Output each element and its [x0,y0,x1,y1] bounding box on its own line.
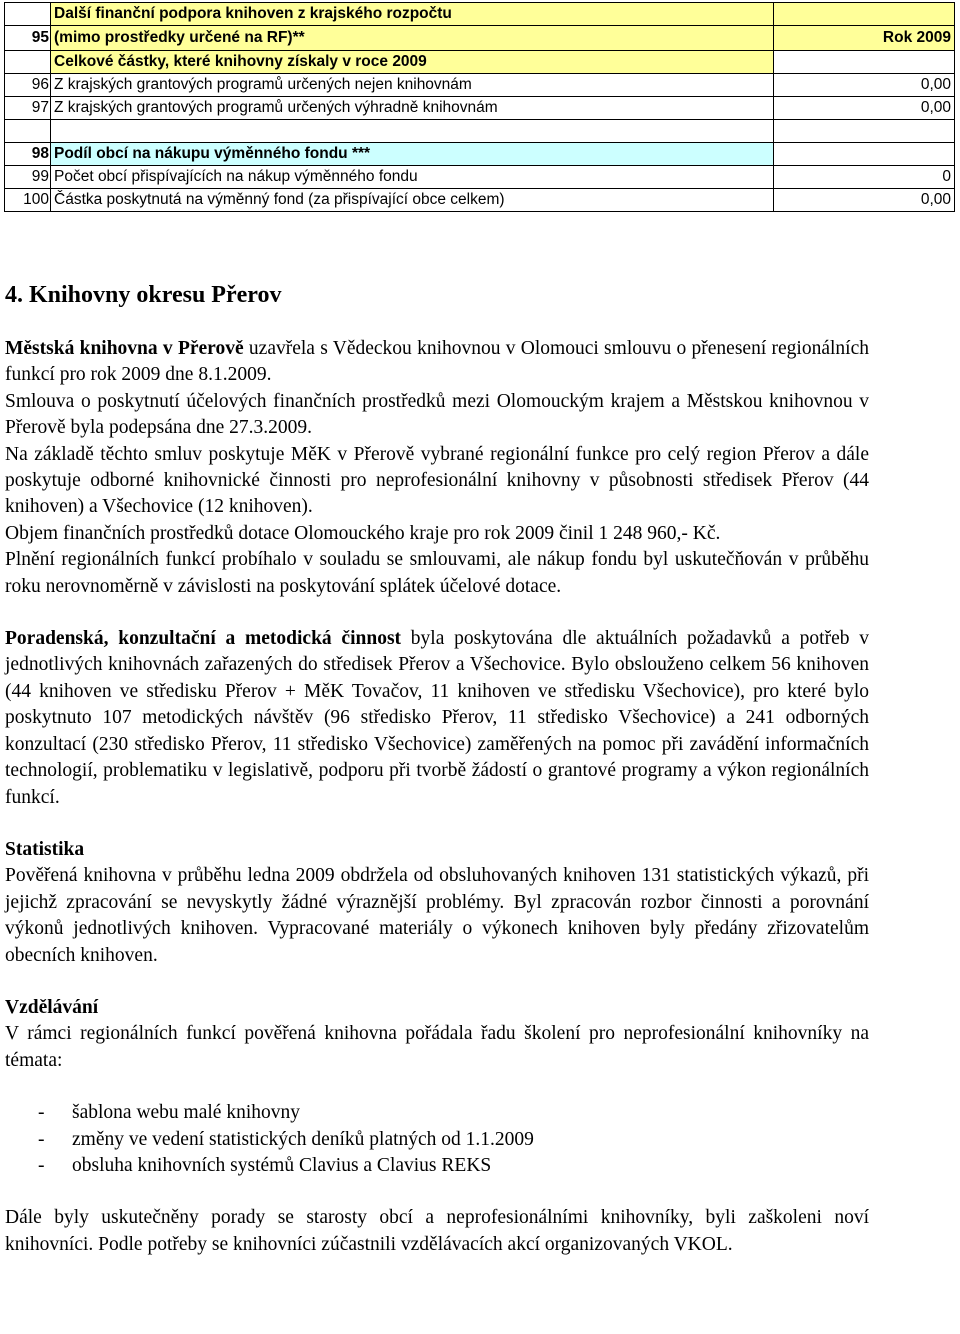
paragraph-funding: Objem finančních prostředků dotace Olomouckého kraje pro rok 2009 činil 1 248 960,- Kč. [5,522,721,544]
list-item: - šablona webu malé knihovny [38,1102,300,1124]
row-label: Počet obcí přispívajících na nákup výměnného fondu [51,166,774,189]
paragraph-agreement: Městská knihovna v Přerově uzavřela s Vědeckou knihovnou v Olomouci smlouvu o přenesení regionálních funkcí pro rok 2009 dne 8.1.2009. [5,338,869,386]
paragraph-functions: Na základě těchto smluv poskytuje MěK v Přerově vybrané regionální funkce pro celý region Přerov a dále poskytuje odborné knihovnické činnosti pro neprofesionální knihovny v působnosti středisek Přerov (44 knihoven) a Všechovice (12 knihoven). [5,443,869,518]
table-row [5,74,955,97]
row-number: 95 [5,26,51,51]
list-item: - změny ve vedení statistických deníků platných od 1.1.2009 [38,1128,534,1150]
row-number: 97 [5,97,51,120]
row-number [5,3,51,26]
library-name: Městská knihovna v Přerově [5,338,244,359]
row-value: 0 [774,166,955,189]
row-number [5,51,51,74]
row-value: 0,00 [774,189,955,212]
section-title: 4. Knihovny okresu Přerov [5,282,282,308]
row-value [774,3,955,26]
paragraph-statistics: Pověřená knihovna v průběhu ledna 2009 obdržela od obsluhovaných knihoven 131 statistických výkazů, při jejichž zpracování se nevyskytly žádné výraznější problémy. Byl zpracován rozbor činnosti a porovnání výkonů jednotlivých knihoven. Vypracované materiály o výkonech knihoven byly předány zřizovatelům obecních knihoven. [5,865,869,966]
table-row [5,189,955,212]
row-label: Částka poskytnutá na výměnný fond (za přispívající obce celkem) [51,189,774,212]
row-number: 100 [5,189,51,212]
heading-statistika: Statistika [5,838,85,860]
finance-table [4,2,955,212]
row-label: Celkové částky, které knihovny získaly v roce 2009 [51,51,774,74]
row-value [774,51,955,74]
table-row [5,166,955,189]
row-value: 0,00 [774,97,955,120]
heading-vzdelavani: Vzdělávání [5,996,99,1018]
row-number: 99 [5,166,51,189]
row-label: Z krajských grantových programů určených nejen knihovnám [51,74,774,97]
row-label: (mimo prostředky určené na RF)** [51,26,774,51]
paragraph-contract: Smlouva o poskytnutí účelových finančních prostředků mezi Olomouckým krajem a Městskou knihovnou v Přerově byla podepsána dne 27.3.2009. [5,390,869,439]
consulting-heading: Poradenská, konzultační a metodická činnost [5,628,402,650]
table-row [5,3,955,26]
paragraph-consulting: Poradenská, konzultační a metodická činnost byla poskytována dle aktuálních požadavků a potřeb v jednotlivých knihovnách zařazených do středisek Přerov a Všechovice. Bylo obslouženo celkem 56 knihoven (44 knihoven ve středisku Přerov + MěK Tovačov, 11 knihoven ve středisku Všechovice), pro které bylo poskytnuto 107 metodických návštěv (96 středisko Přerov, 11 středisko Všechovice) a 241 odborných konzultací (230 středisko Přerov, 11 středisko Všechovice) zaměřených na pomoc při zavádění informačních technologií, problematiku v legislativě, podporu při tvorbě žádostí o grantové programy a výkon regionálních funkcí. [5,628,869,808]
table-row [5,97,955,120]
paragraph-education: V rámci regionálních funkcí pověřená knihovna pořádala řadu školení pro neprofesionální knihovníky na témata: [5,1023,869,1071]
row-label: Další finanční podpora knihoven z krajského rozpočtu [51,3,774,26]
row-label: Z krajských grantových programů určených výhradně knihovnám [51,97,774,120]
table-row-blank [5,120,955,143]
row-number: 98 [5,143,51,166]
paragraph-meetings: Dále byly uskutečněny porady se starosty obcí a neprofesionálními knihovníky, byli zaškoleni noví knihovníci. Podle potřeby se knihovníci zúčastnili vzdělávacích akcí organizovaných VKOL. [5,1207,869,1255]
table-row [5,26,955,51]
table-row [5,143,955,166]
row-value: 0,00 [774,74,955,97]
row-value [774,143,955,166]
document-body [5,282,869,1258]
paragraph-fulfilment: Plnění regionálních funkcí probíhalo v souladu se smlouvami, ale nákup fondu byl uskutečňován v průběhu roku nerovnoměrně v závislosti na poskytování splátek účelové dotace. [5,549,869,597]
training-topics-list [5,1100,869,1179]
list-item: - obsluha knihovních systémů Clavius a Clavius REKS [38,1154,492,1176]
row-value: Rok 2009 [774,26,955,51]
row-label: Podíl obcí na nákupu výměnného fondu *** [51,143,774,166]
table-row [5,51,955,74]
row-number: 96 [5,74,51,97]
